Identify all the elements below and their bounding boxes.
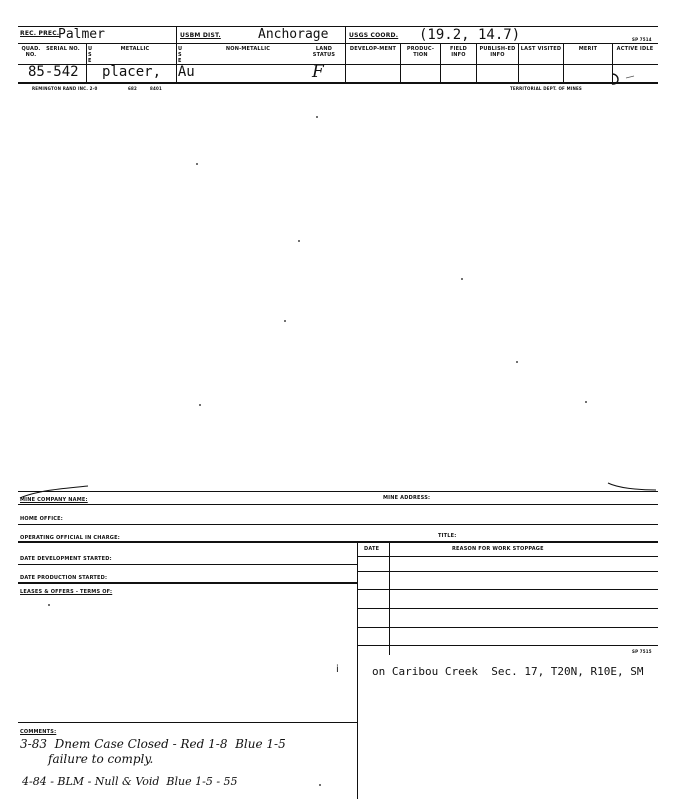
home-office-label: HOME OFFICE: xyxy=(20,516,63,522)
comment-line-3: 4-84 - BLM - Null & Void Blue 1-5 - 55 xyxy=(22,775,238,788)
mine-company-label: MINE COMPANY NAME: xyxy=(20,497,88,503)
col-divider xyxy=(476,44,477,82)
usbm-dist-label: USBM DIST. xyxy=(180,32,221,39)
speck xyxy=(585,401,587,403)
usbm-dist-value: Anchorage xyxy=(258,27,329,42)
record-bottom-rule xyxy=(18,82,658,84)
col-development: DEVELOP-MENT xyxy=(349,46,397,52)
col-non-metallic: NON-METALLIC xyxy=(225,46,271,52)
date-dev-label: DATE DEVELOPMENT STARTED: xyxy=(20,556,112,562)
rule xyxy=(18,504,658,505)
lower-top-rule xyxy=(18,491,658,492)
rule xyxy=(357,627,658,628)
rule xyxy=(357,608,658,609)
form-number-b: SP 7515 xyxy=(632,649,652,654)
record-land-status: F xyxy=(312,62,324,82)
upper-edge-curl xyxy=(18,478,658,500)
location-text: on Caribou Creek Sec. 17, T20N, R10E, SM xyxy=(372,665,644,678)
rec-prec-value: Palmer xyxy=(58,27,105,42)
speck xyxy=(316,116,318,118)
rule xyxy=(18,582,357,584)
rule xyxy=(18,564,357,565)
rule xyxy=(18,524,658,525)
comments-rule xyxy=(18,722,357,723)
speck xyxy=(199,404,201,406)
header-rule xyxy=(18,43,658,44)
col-quad: QUAD. NO. xyxy=(21,46,41,58)
record-quad-serial: 85-542 xyxy=(28,64,79,80)
col-last-visited: LAST VISITED xyxy=(520,46,562,52)
reason-col-label: REASON FOR WORK STOPPAGE xyxy=(452,546,544,552)
col-use-a: U S E xyxy=(88,46,93,64)
form-number: SP 7514 xyxy=(632,37,652,42)
speck xyxy=(48,604,50,606)
speck xyxy=(516,361,518,363)
rule xyxy=(357,556,658,557)
usgs-coord-label: USGS COORD. xyxy=(349,32,399,39)
speck xyxy=(319,784,321,786)
footer-department: TERRITORIAL DEPT. OF MINES xyxy=(510,86,583,91)
col-production: PRODUC-TION xyxy=(406,46,435,58)
rec-prec-label: REC. PREC. xyxy=(20,30,60,37)
speck xyxy=(298,240,300,242)
speck xyxy=(461,278,463,280)
col-serial: SERIAL NO. xyxy=(46,46,80,52)
date-col-label: DATE xyxy=(364,546,380,552)
col-divider xyxy=(400,44,401,82)
speck xyxy=(284,320,286,322)
footer-printer: REMINGTON RAND INC. 2-0 xyxy=(32,86,98,91)
record-metallic: placer, Au xyxy=(102,64,195,80)
mine-address-label: MINE ADDRESS: xyxy=(383,495,431,501)
col-metallic: METALLIC xyxy=(120,46,150,52)
col-use-b: U S E xyxy=(178,46,183,64)
col-divider xyxy=(518,44,519,82)
rule xyxy=(357,589,658,590)
col-active-idle: ACTIVE IDLE xyxy=(616,46,654,52)
col-divider xyxy=(563,44,564,82)
col-merit: MERIT xyxy=(578,46,598,52)
operating-official-label: OPERATING OFFICIAL IN CHARGE: xyxy=(20,535,120,541)
col-divider xyxy=(440,44,441,82)
rule xyxy=(18,541,658,543)
col-published-info: PUBLISH-ED INFO xyxy=(479,46,516,58)
comments-label: COMMENTS: xyxy=(20,729,57,735)
leases-label: LEASES & OFFERS - TERMS OF: xyxy=(20,589,113,595)
comment-line-2: failure to comply. xyxy=(48,752,154,766)
rule xyxy=(357,645,658,646)
footer-code-b: 8401 xyxy=(150,86,162,91)
rule xyxy=(357,571,658,572)
date-prod-label: DATE PRODUCTION STARTED: xyxy=(20,575,108,581)
active-idle-mark-icon xyxy=(606,72,640,86)
col-divider xyxy=(345,26,346,82)
col-divider xyxy=(86,44,87,82)
tick-mark: i xyxy=(336,664,339,675)
col-field-info: FIELD INFO xyxy=(449,46,468,58)
col-land-status: LAND STATUS xyxy=(312,46,336,58)
usgs-coord-value: (19.2, 14.7) xyxy=(419,27,521,43)
comment-line-1: 3-83 Dnem Case Closed - Red 1-8 Blue 1-5 xyxy=(20,737,286,751)
date-col-divider xyxy=(389,543,390,655)
footer-code-a: 682 xyxy=(128,86,137,91)
date-section-left xyxy=(357,543,358,799)
speck xyxy=(196,163,198,165)
top-border xyxy=(18,26,658,27)
title-label: TITLE: xyxy=(438,533,457,539)
